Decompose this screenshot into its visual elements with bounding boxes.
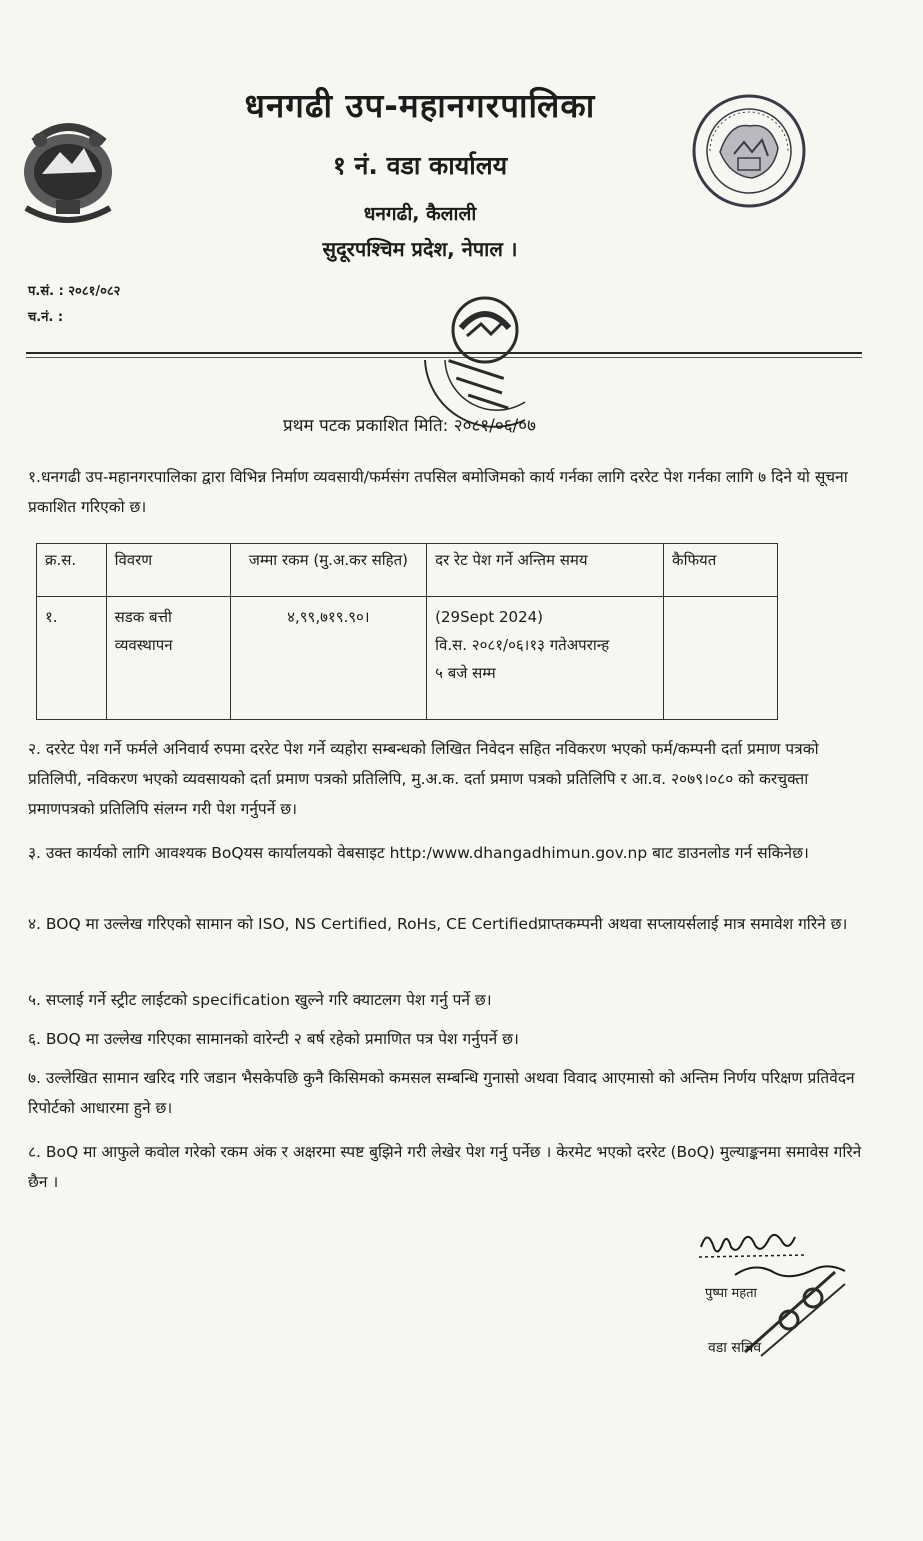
signatory-name: पुष्पा महता: [705, 1286, 757, 1301]
description-line-2: व्यवस्थापन: [114, 636, 173, 654]
header-remarks: कैफियत: [664, 544, 778, 597]
deadline-line-3: ५ बजे सम्म: [435, 664, 496, 682]
table-header-row: [37, 544, 778, 597]
cell-remarks: [664, 597, 778, 720]
clause-4: ४. BOQ मा उल्लेख गरिएको सामान को ISO, NS Certified, RoHs, CE Certifiedप्राप्तकम्पनी अथवा सप्लायर्सलाई मात्र समावेश गरिने छ।: [28, 915, 848, 933]
municipality-title: धनगढी उप-महानगरपालिका: [244, 86, 596, 125]
header-deadline: दर रेट पेश गर्ने अन्तिम समय: [427, 544, 664, 597]
publication-date: प्रथम पटक प्रकाशित मिति: २०८१/०६/०७: [283, 416, 536, 436]
table-row: [37, 597, 778, 720]
header-serial: क्र.स.: [37, 544, 107, 597]
province-line: सुदूरपश्चिम प्रदेश, नेपाल ।: [322, 237, 518, 261]
clause-1: १.धनगढी उप-महानगरपालिका द्वारा विभिन्न निर्माण व्यवसायी/फर्मसंग तपसिल बमोजिमको कार्य गर्नका लागि दररेट पेश गर्नका लागि ७ दिने यो सूचना प्रकाशित गरिएको छ।: [28, 468, 848, 516]
description-line-1: सडक बत्ती: [114, 608, 172, 626]
tender-table: [36, 543, 778, 720]
clause-2: २. दररेट पेश गर्ने फर्मले अनिवार्य रुपमा दररेट पेश गर्ने व्यहोरा सम्बन्धको लिखित निवेदन सहित नविकरण भएको फर्म/कम्पनी दर्ता प्रमाण पत्रको प्रतिलिपी, नविकरण भएको व्यवसायको दर्ता प्रमाण पत्रको प्रतिलिपि, मु.अ.क. दर्ता प्रमाण पत्रको प्रतिलिपि र आ.व. २०७९।०८० को करचुक्ता प्रमाणपत्रको प्रतिलिपि संलग्न गरी पेश गर्नुपर्ने छ।: [28, 740, 819, 818]
header-description: विवरण: [106, 544, 230, 597]
deadline-line-1: (29Sept 2024): [435, 608, 544, 626]
dispatch-number: च.नं. :: [28, 310, 64, 325]
clause-6: ६. BOQ मा उल्लेख गरिएका सामानको वारेन्टी २ बर्ष रहेको प्रमाणित पत्र पेश गर्नुपर्ने छ।: [28, 1030, 519, 1048]
municipality-seal-icon: [690, 92, 808, 210]
header-amount: जम्मा रकम (मु.अ.कर सहित): [230, 544, 427, 597]
nepal-emblem-icon: [12, 112, 120, 232]
letter-number: प.सं. : २०८१/०८२: [28, 284, 121, 299]
clause-3: ३. उक्त कार्यको लागि आवश्यक BoQयस कार्यालयको वेबसाइट http:/www.dhangadhimun.gov.np बाट डाउनलोड गर्न सकिनेछ।: [28, 844, 809, 862]
cell-amount: ४,९९,७१९.९०।: [230, 597, 427, 720]
deadline-line-2: वि.स. २०८१/०६।१३ गतेअपरान्ह: [435, 636, 610, 654]
clause-5: ५. सप्लाई गर्ने स्ट्रीट लाईटको specification खुल्ने गरि क्याटलग पेश गर्नु पर्ने छ।: [28, 991, 492, 1009]
cell-description: [106, 597, 230, 720]
clause-7: ७. उल्लेखित सामान खरिद गरि जडान भैसकेपछि कुनै किसिमको कमसल सम्बन्धि गुनासो अथवा विवाद आएमासो को अन्तिम निर्णय परिक्षण प्रतिवेदन रिपोर्टको आधारमा हुने छ।: [28, 1069, 855, 1117]
cell-deadline: [427, 597, 664, 720]
signatory-title: वडा सचिव: [708, 1340, 762, 1356]
clause-8: ८. BoQ मा आफुले कवोल गरेको रकम अंक र अक्षरमा स्पष्ट बुझिने गरी लेखेर पेश गर्नु पर्नेछ । केरमेट भएको दररेट (BoQ) मुल्याङ्कनमा समावेस गरिने छैन ।: [28, 1143, 862, 1191]
cell-serial: १.: [37, 597, 107, 720]
ward-office-title: १ नं. वडा कार्यालय: [332, 151, 508, 180]
city-line: धनगढी, कैलाली: [363, 203, 477, 225]
